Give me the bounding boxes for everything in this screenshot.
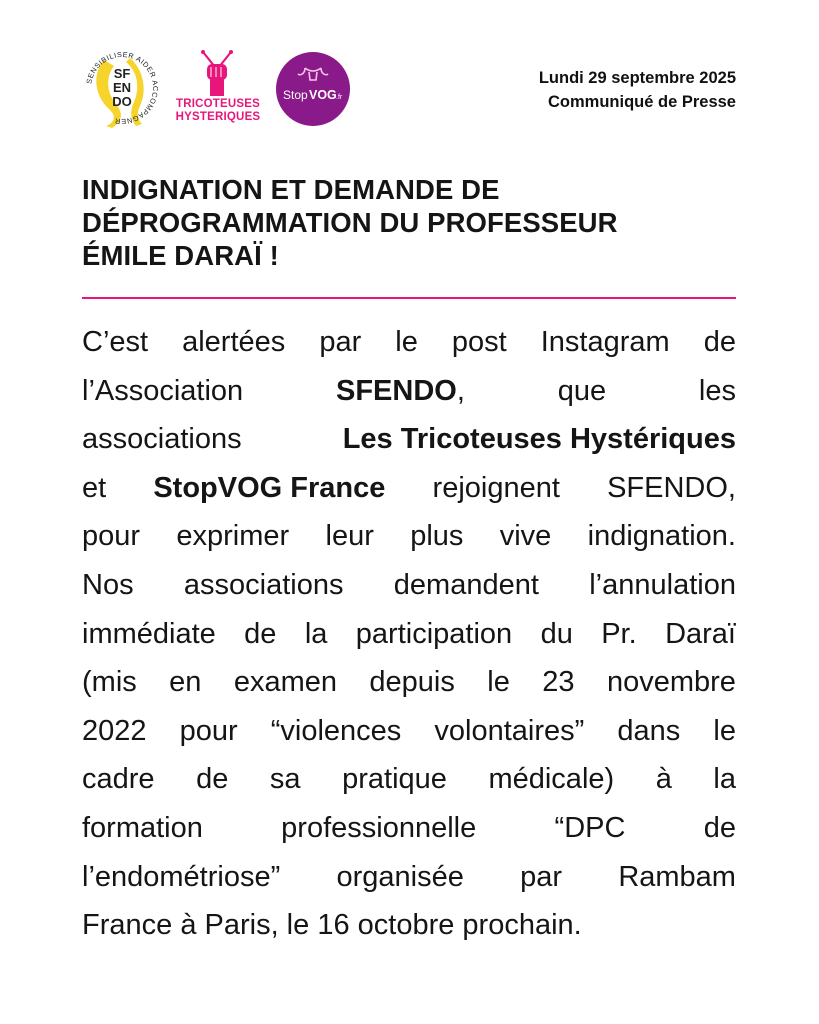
tricoteuses-logo <box>172 50 262 126</box>
body-word-group <box>356 610 512 659</box>
body-word-group <box>699 367 736 416</box>
body-word-group <box>607 464 736 513</box>
body-word: de <box>703 326 736 358</box>
header-meta <box>539 66 736 114</box>
body-word: post <box>451 326 507 358</box>
body-word: le <box>713 714 736 747</box>
body-word: l’Association <box>82 374 244 407</box>
body-word-group <box>713 707 736 756</box>
body-word-bold: Les Tricoteuses Hystériques <box>342 423 736 456</box>
body-word: le <box>395 326 418 358</box>
body-word: l’annulation <box>589 568 736 601</box>
body-word-group <box>434 707 584 756</box>
body-word: la <box>713 763 736 796</box>
body-word-group <box>82 464 106 513</box>
page-title <box>82 173 742 272</box>
body-word: en <box>169 666 202 699</box>
body-word: de <box>244 617 277 650</box>
stopvog-text-bold: VOG <box>309 88 337 102</box>
body-word: participation <box>355 617 513 650</box>
body-word-bold: SFENDO <box>336 374 457 407</box>
body-word-group <box>182 318 285 367</box>
body-word: examen <box>233 666 338 699</box>
body-word-group <box>607 658 736 707</box>
body-word-group <box>82 804 203 853</box>
body-word: organisée <box>336 860 464 893</box>
body-word-group <box>342 755 447 804</box>
body-word: Daraï <box>665 617 736 650</box>
stopvog-logo <box>274 50 352 128</box>
title-line: INDIGNATION ET DEMANDE DE <box>82 174 500 205</box>
body-word-group <box>541 318 670 367</box>
body-line <box>82 512 736 561</box>
publication-date: Lundi 29 septembre 2025 <box>538 69 736 87</box>
body-word-group <box>82 512 140 561</box>
sfendo-mark-line3: DO <box>112 94 132 109</box>
body-word: le <box>487 666 510 699</box>
body-word-group <box>319 318 361 367</box>
body-word: Nos <box>82 568 134 601</box>
sfendo-mark-line2: EN <box>112 80 132 95</box>
body-word-group <box>395 318 418 367</box>
sfendo-logo <box>82 48 162 128</box>
body-word: par <box>520 860 563 893</box>
stopvog-suffix: .fr <box>336 94 343 101</box>
body-word: formation <box>82 811 203 844</box>
body-line <box>82 804 736 853</box>
body-word-group <box>394 561 539 610</box>
body-line <box>82 464 736 513</box>
body-word: Pr. <box>601 617 637 650</box>
body-word-group <box>244 610 276 659</box>
sfendo-ring-text: SENSIBILISER AIDER ACCOMPAGNER <box>84 49 161 127</box>
body-line <box>82 707 736 756</box>
body-word-group <box>82 901 582 950</box>
body-word: cadre <box>82 763 155 796</box>
body-word: les <box>698 374 736 407</box>
body-word: immédiate <box>82 617 216 650</box>
body-word-group <box>618 853 736 902</box>
body-word: du <box>540 617 573 650</box>
body-word-group <box>270 755 301 804</box>
body-word-group <box>305 610 328 659</box>
body-word: médicale) <box>488 763 615 796</box>
body-word: novembre <box>606 666 736 699</box>
body-word: volontaires” <box>434 714 585 747</box>
body-word-group <box>487 658 510 707</box>
body-word-group <box>336 367 465 416</box>
document-type: Communiqué de Presse <box>548 93 736 111</box>
body-line <box>82 901 736 950</box>
body-word: à <box>655 763 672 796</box>
body-word: leur <box>325 520 374 553</box>
body-word: par <box>319 326 362 358</box>
body-word-group <box>617 707 680 756</box>
body-word-group <box>713 755 736 804</box>
body-word-group <box>196 755 228 804</box>
body-word: C’est <box>82 326 149 358</box>
body-word-group <box>82 367 243 416</box>
body-word-group <box>500 512 552 561</box>
body-word-group <box>82 707 147 756</box>
body-punctuation: , <box>456 374 465 407</box>
body-word-group <box>337 853 464 902</box>
body-word: rejoignent <box>432 471 560 504</box>
body-line <box>82 853 736 902</box>
body-word-group <box>343 415 736 464</box>
body-word-group <box>488 755 614 804</box>
body-word-group <box>82 415 242 464</box>
body-word: plus <box>410 520 464 553</box>
header <box>82 48 736 128</box>
body-word-group <box>433 464 560 513</box>
body-line <box>82 318 736 367</box>
body-word-bold: StopVOG France <box>153 471 386 504</box>
body-word: l’endométriose” <box>82 860 281 893</box>
body-word-group <box>452 318 507 367</box>
body-word-group <box>369 658 454 707</box>
body-word: et <box>82 471 107 504</box>
body-word: de <box>196 763 229 796</box>
body-word: (mis <box>82 666 137 699</box>
body-word-group <box>520 853 562 902</box>
body-word-group <box>176 512 289 561</box>
body-word: indignation. <box>587 520 736 553</box>
body-word: de <box>703 811 736 844</box>
body-word: alertées <box>182 326 286 358</box>
body-word: SFENDO, <box>607 471 736 504</box>
body-word: “violences <box>270 714 402 747</box>
body-word: France à Paris, le 16 octobre prochain. <box>82 909 582 942</box>
body-word-group <box>82 318 148 367</box>
body-word-group <box>555 804 626 853</box>
body-line <box>82 367 736 416</box>
body-word-group <box>82 755 155 804</box>
body-word-group <box>410 512 463 561</box>
body-word-group <box>665 610 736 659</box>
tricoteuses-logo-line1: TRICOTEUSES <box>176 98 260 110</box>
body-word: associations <box>183 568 344 601</box>
body-word-group <box>704 804 736 853</box>
body-word-group <box>169 658 201 707</box>
body-word: “DPC <box>554 811 626 844</box>
tricoteuses-logo-line2: HYSTERIQUES <box>175 111 261 123</box>
body-word-group <box>558 367 606 416</box>
body-word-group <box>541 610 573 659</box>
body-word-group <box>180 707 238 756</box>
body-word: associations <box>82 423 242 456</box>
body-word-group <box>281 804 476 853</box>
body-word-group <box>82 610 216 659</box>
title-line: ÉMILE DARAÏ ! <box>82 240 279 271</box>
body-word-group <box>153 464 385 513</box>
body-line <box>82 610 736 659</box>
body-word-group <box>234 658 337 707</box>
body-word-group <box>589 561 736 610</box>
body-line <box>82 415 736 464</box>
body-word: vive <box>499 520 552 553</box>
body-word: Instagram <box>540 326 670 358</box>
body-word: la <box>304 617 328 650</box>
raised-fist-icon <box>197 50 237 96</box>
body-line <box>82 755 736 804</box>
body-word: exprimer <box>176 520 290 553</box>
body-word-group <box>601 610 636 659</box>
body-word: pratique <box>342 763 447 796</box>
body-word-group <box>82 561 134 610</box>
divider <box>82 297 736 299</box>
body-word-group <box>271 707 402 756</box>
body-line <box>82 561 736 610</box>
body-word: Rambam <box>618 860 736 893</box>
body-word: professionnelle <box>281 811 477 844</box>
stopvog-text-light: Stop <box>283 88 308 102</box>
body-word-group <box>184 561 344 610</box>
body-word-group <box>704 318 736 367</box>
body-word-group <box>542 658 574 707</box>
body-word: pour <box>179 714 238 747</box>
title-line: DÉPROGRAMMATION DU PROFESSEUR <box>82 207 618 238</box>
body-word: demandent <box>393 568 539 601</box>
sfendo-mark-line1: SF <box>113 66 131 81</box>
body-word: dans <box>617 714 681 747</box>
body-word-group <box>82 658 137 707</box>
body-word: sa <box>269 763 301 796</box>
body-word-group <box>588 512 736 561</box>
body-word: depuis <box>369 666 455 699</box>
body-word: pour <box>82 520 141 553</box>
body-word-group <box>82 853 280 902</box>
body-word: 2022 <box>82 714 147 747</box>
body-word-group <box>326 512 374 561</box>
body-word-group <box>656 755 672 804</box>
body-line <box>82 658 736 707</box>
body-word: que <box>557 374 607 407</box>
press-release-body <box>82 318 736 950</box>
body-word: 23 <box>542 666 575 699</box>
